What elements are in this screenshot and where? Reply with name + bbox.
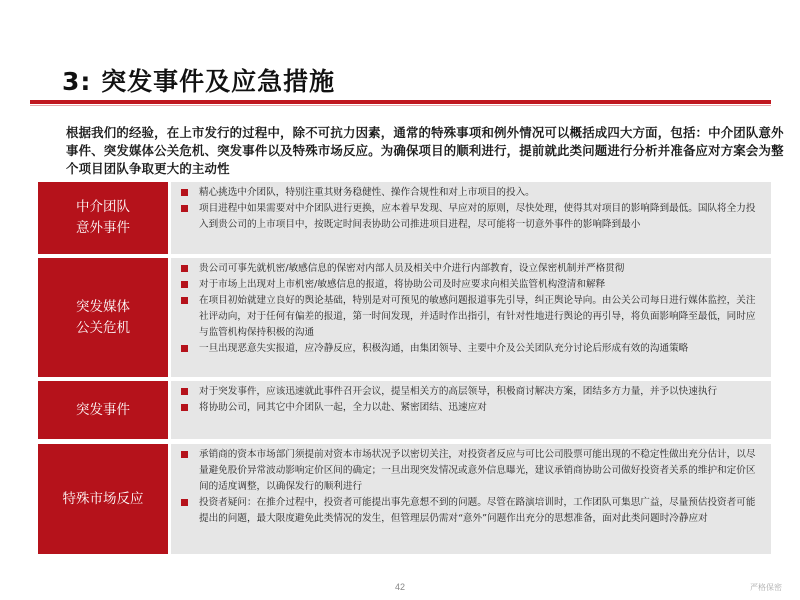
row-label: 中介团队 意外事件	[38, 182, 168, 254]
table-row	[38, 444, 771, 554]
list-item: 项目进程中如果需要对中介团队进行更换，应本着早发现、早应对的原则，尽快处理，使得其对项目的影响降到最低。国队将全力投入到贵公司的上市项目中，按既定时间表协助公司推进项目进程，尽可能将一切意外事件的影响降到最小	[181, 201, 763, 233]
square-bullet-icon	[181, 205, 188, 212]
table-row	[38, 182, 771, 254]
list-item: 贵公司可事先就机密/敏感信息的保密对内部人员及相关中介进行内部教育，设立保密机制并严格贯彻	[181, 261, 763, 277]
list-item: 对于突发事件，应该迅速就此事件召开会议，提呈相关方的高层领导，积极商讨解决方案，团结多方力量，并予以快速执行	[181, 384, 763, 400]
intro-paragraph: 根据我们的经验，在上市发行的过程中，除不可抗力因素，通常的特殊事项和例外情况可以概括成四大方面，包括：中介团队意外事件、突发媒体公关危机、突发事件以及特殊市场反应。为确保项目的顺利进行，提前就此类问题进行分析并准备应对方案会为整个项目团队争取更大的主动性	[66, 125, 784, 176]
list-item: 在项目初始就建立良好的舆论基础，特别是对可预见的敏感问题报道事先引导，纠正舆论导向。由公关公司每日进行媒体监控，关注社评动向，对于任何有偏差的报道，第一时间发现，并适时作出指引，有针对性地进行舆论的再引导，将负面影响降至最低，同时应与监管机构保持积极的沟通	[181, 293, 763, 341]
square-bullet-icon	[181, 388, 188, 395]
square-bullet-icon	[181, 189, 188, 196]
square-bullet-icon	[181, 281, 188, 288]
list-item: 投资者疑问：在推介过程中，投资者可能提出事先意想不到的问题。尽管在路演培训时，工作团队可集思广益，尽量预估投资者可能提出的问题，最大限度避免此类情况的发生，但管理层仍需对“意外”问题作出充分的思想准备，面对此类问题时冷静应对	[181, 495, 763, 527]
list-item: 将协助公司，同其它中介团队一起，全力以赴、紧密团结、迅速应对	[181, 400, 763, 416]
list-item: 承销商的资本市场部门须提前对资本市场状况予以密切关注，对投资者反应与可比公司股票可能出现的不稳定性做出充分估计，以尽量避免股价异常波动影响定价区间的确定；一旦出现突发情况或意外信息曝光，建议承销商协助公司做好投资者关系的维护和定价区间的适度调整，以确保发行的顺利进行	[181, 447, 763, 495]
row-label: 突发媒体 公关危机	[38, 258, 168, 377]
row-content	[171, 182, 771, 254]
page-title: 3: 突发事件及应急措施	[62, 67, 336, 96]
square-bullet-icon	[181, 345, 188, 352]
row-label: 特殊市场反应	[38, 444, 168, 554]
square-bullet-icon	[181, 265, 188, 272]
square-bullet-icon	[181, 404, 188, 411]
list-item: 对于市场上出现对上市机密/敏感信息的报道，将协助公司及时应要求向相关监管机构澄清和解释	[181, 277, 763, 293]
row-content	[171, 258, 771, 377]
list-item: 精心挑选中介团队，特别注重其财务稳健性、操作合规性和对上市项目的投入。	[181, 185, 763, 201]
page-number: 42	[394, 582, 405, 592]
list-item: 一旦出现恶意失实报道，应冷静反应，积极沟通，由集团领导、主要中介及公关团队充分讨论后形成有效的沟通策略	[181, 341, 763, 357]
confidential-label: 严格保密	[750, 583, 782, 592]
square-bullet-icon	[181, 297, 188, 304]
table-row	[38, 381, 771, 439]
square-bullet-icon	[181, 499, 188, 506]
title-divider	[30, 100, 771, 104]
square-bullet-icon	[181, 451, 188, 458]
title-divider-shadow	[30, 105, 771, 106]
table-row	[38, 258, 771, 377]
row-content	[171, 444, 771, 554]
row-label: 突发事件	[38, 381, 168, 439]
row-content	[171, 381, 771, 439]
